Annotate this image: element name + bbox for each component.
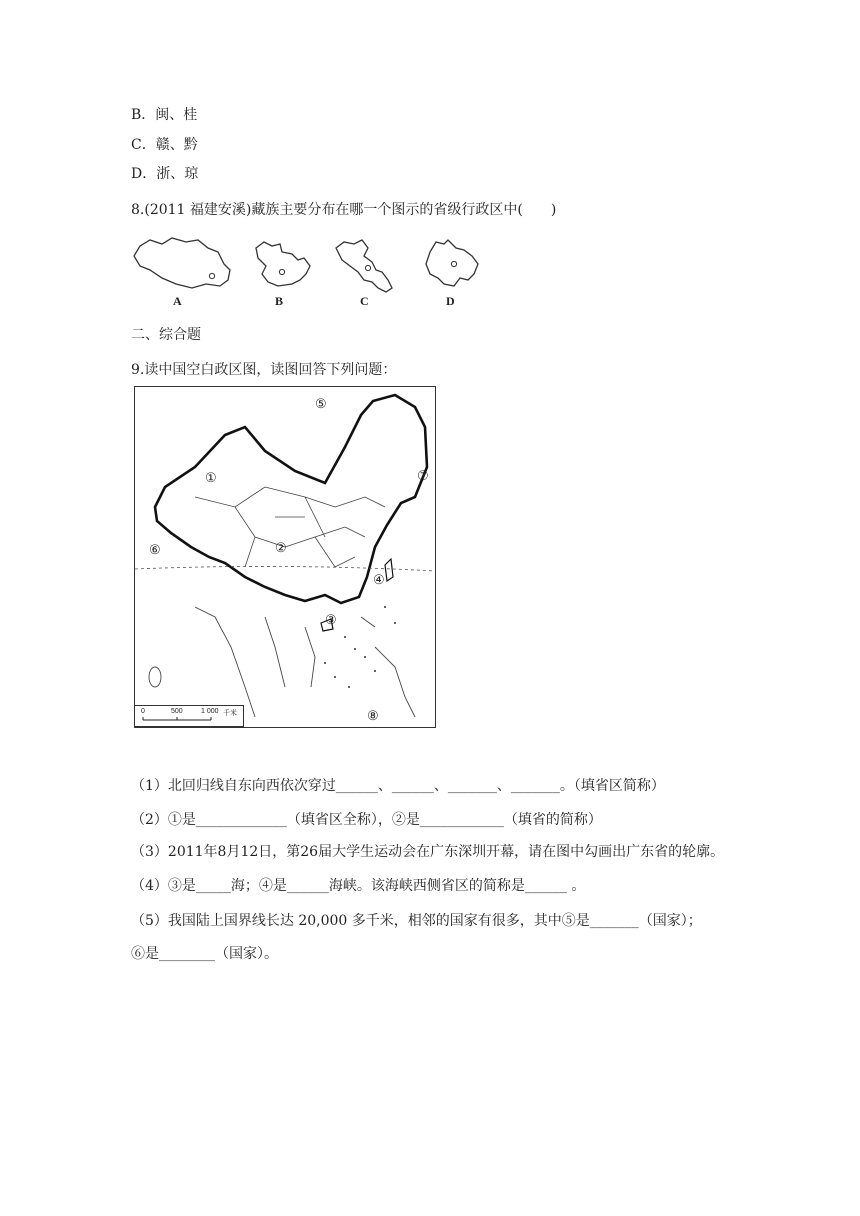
shape-a-outline — [134, 238, 230, 288]
taiwan-outline — [385, 559, 393, 581]
shape-label-c: C — [360, 294, 369, 308]
section-title: 二、综合题 — [131, 327, 201, 343]
marker-5: ⑤ — [315, 397, 327, 412]
subquestion-5: （5）我国陆上国界线长达 20,000 多千米，相邻的国家有很多，其中⑤是_______（国家）； — [131, 913, 702, 929]
question-8-text: 8.(2011 福建安溪)藏族主要分布在哪一个图示的省级行政区中( ) — [131, 202, 557, 218]
tropic-of-cancer — [135, 566, 435, 571]
shape-d-dot — [451, 261, 456, 266]
island-outline — [149, 667, 161, 687]
province-lines — [195, 487, 385, 567]
shape-b-outline — [256, 242, 310, 286]
shape-label-a: A — [173, 294, 182, 308]
shape-c-dot — [365, 265, 370, 270]
map-scale-bar — [134, 705, 244, 727]
scale-tick-0: 0 — [141, 708, 145, 715]
subquestion-1: （1）北回归线自东向西依次穿过______、______、_______、_______。（填省区简称） — [131, 778, 665, 794]
shape-label-b: B — [275, 294, 284, 308]
shape-label-d: D — [446, 294, 455, 308]
marker-7: ⑦ — [417, 469, 429, 484]
marker-8: ⑧ — [367, 709, 379, 724]
scale-tick-500: 500 — [171, 708, 183, 715]
option-d: D．浙、琼 — [131, 166, 199, 182]
marker-3: ③ — [325, 613, 337, 628]
subquestion-4: （4）③是_____海；④是______海峡。该海峡西侧省区的简称是______ 。 — [131, 878, 586, 894]
scale-tick-1000: 1 000 — [201, 708, 219, 715]
marker-4: ④ — [373, 573, 385, 588]
shape-a-dot — [209, 273, 214, 278]
marker-2: ② — [275, 541, 287, 556]
china-political-map — [134, 386, 436, 728]
province-shapes-figure — [128, 234, 488, 310]
scale-unit: 千米 — [223, 710, 237, 717]
option-b: B．闽、桂 — [131, 107, 198, 123]
subquestion-2: （2）①是_____________（填省区全称），②是____________（填省的简称） — [131, 812, 602, 828]
question-9-intro: 9.读中国空白政区图，读图回答下列问题： — [131, 362, 397, 378]
shape-b-dot — [279, 269, 284, 274]
marker-6: ⑥ — [149, 543, 161, 558]
marker-1: ① — [205, 471, 217, 486]
subquestion-5-cont: ⑥是________（国家）。 — [131, 946, 278, 962]
shape-c-outline — [336, 240, 392, 292]
option-c: C．赣、黔 — [131, 137, 198, 153]
southeast-asia-coast — [195, 607, 415, 717]
subquestion-3: （3）2011年8月12日，第26届大学生运动会在广东深圳开幕，请在图中勾画出广东省的轮廓。 — [131, 844, 725, 860]
